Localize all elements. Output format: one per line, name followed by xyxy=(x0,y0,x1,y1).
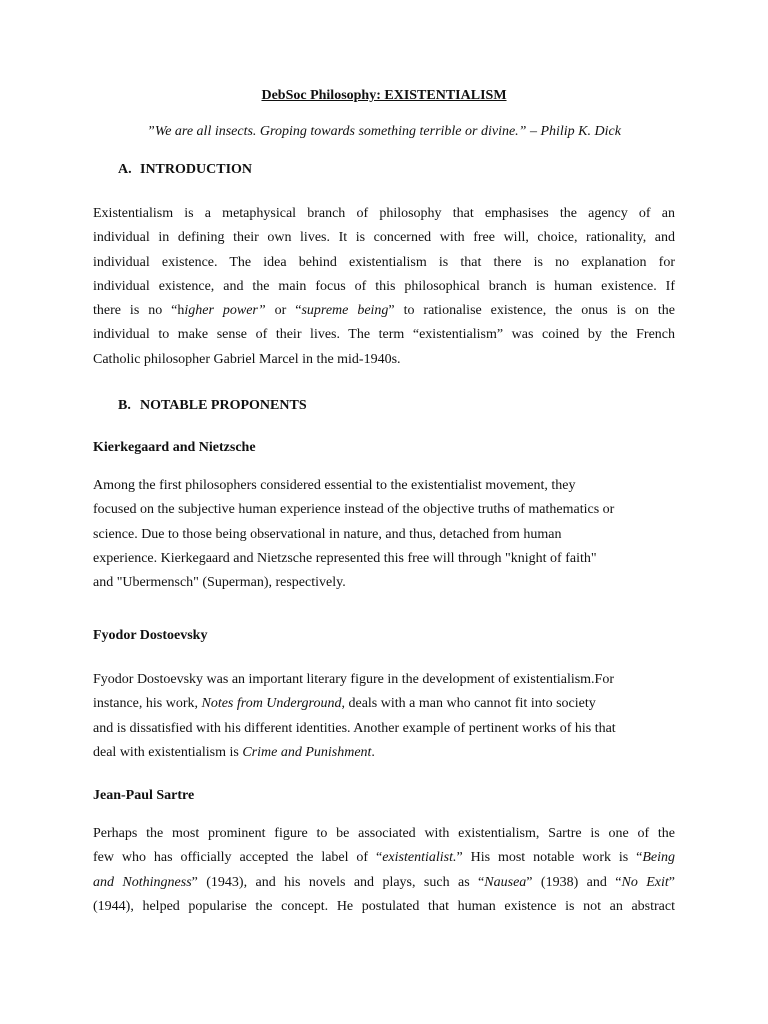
section-heading-introduction: A. INTRODUCTION xyxy=(118,162,253,177)
section-heading-notable-proponents: B. NOTABLE PROPONENTS xyxy=(118,398,307,413)
document-title: DebSoc Philosophy: EXISTENTIALISM xyxy=(261,88,507,103)
subheading-dostoevsky: Fyodor Dostoevsky xyxy=(93,628,208,643)
kierkegaard-nietzsche-paragraph: Among the first philosophers considered essential to the existentialist movement, they focused on the subjective human experience instead of the objective truths of mathematics or science. Due to those being observational in nature, and thus, detached from human experience. Kierkegaard and Nietzsche represented this free will through "knight of faith" and "Ubermensch" (Superman), respectively. xyxy=(93,478,615,591)
epigraph-quote: ”We are all insects. Groping towards something terrible or divine.” – Philip K. Dick xyxy=(147,124,621,139)
subheading-sartre: Jean-Paul Sartre xyxy=(93,788,195,803)
sartre-paragraph: Perhaps the most prominent figure to be associated with existentialism, Sartre is one of the few who has officially accepted the label of “existentialist.” His most notable work is “Being and Nothingness” (1943), and his novels and plays, such as “Nausea” (1938) and “No Exit” (1944), helped popularise the concept. He postulated that human existence is not an abstract xyxy=(93,826,675,914)
subheading-kierkegaard-nietzsche: Kierkegaard and Nietzsche xyxy=(93,440,256,455)
dostoevsky-paragraph: Fyodor Dostoevsky was an important literary figure in the development of existentialism.For instance, his work, Notes from Underground, deals with a man who cannot fit into society and is dissatisfied with his different identities. Another example of pertinent works of his that deal with existentialism is Crime and Punishment. xyxy=(93,672,616,760)
introduction-paragraph: Existentialism is a metaphysical branch of philosophy that emphasises the agency of an individual in defining their own lives. It is concerned with free will, choice, rationality, and individual existence. The idea behind existentialism is that there is no explanation for individual existence, and the main focus of this philosophical branch is human existence. If there is no “higher power” or “supreme being” to rationalise existence, the onus is on the individual to make sense of their lives. The term “existentialism” was coined by the French Catholic philosopher Gabriel Marcel in the mid-1940s. xyxy=(93,206,675,367)
